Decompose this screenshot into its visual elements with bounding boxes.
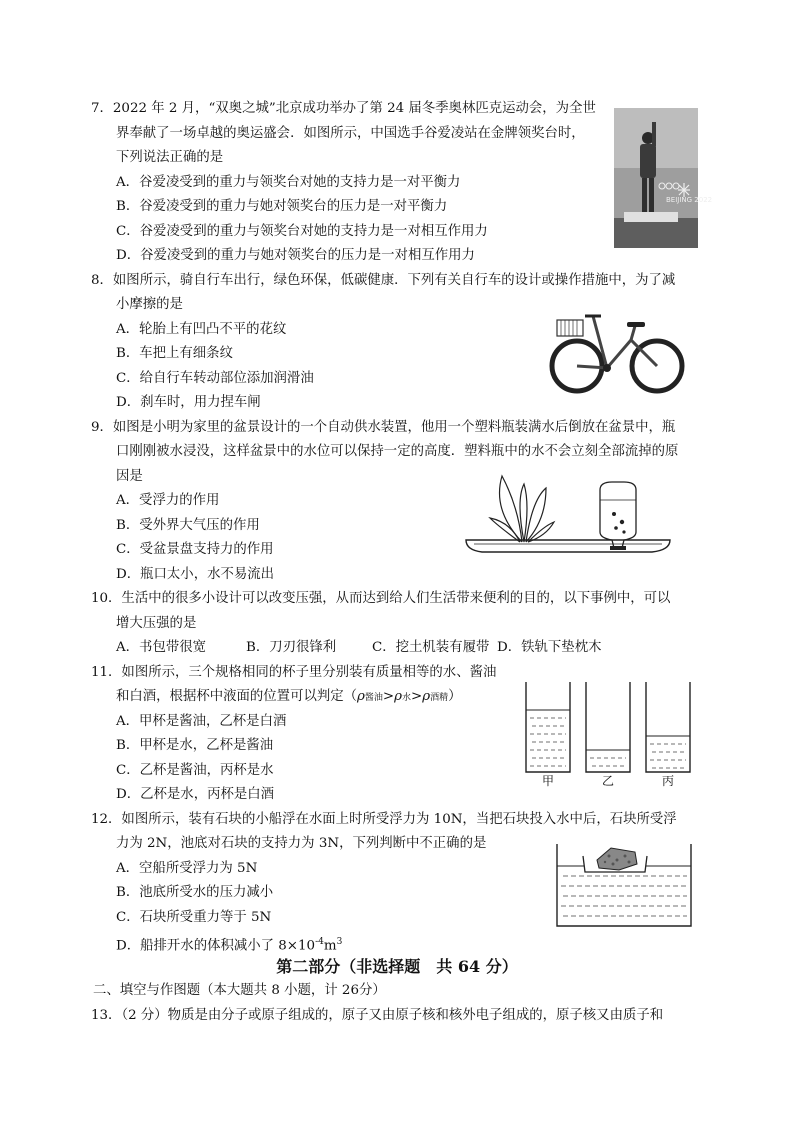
podium-photo: [614, 108, 713, 248]
q11-option-b: B．甲杯是水，乙杯是酱油: [116, 738, 274, 753]
q8-option-c: C．给自行车转动部位添加润滑油: [116, 371, 314, 386]
rho-symbol: ρ: [357, 689, 365, 704]
q10-line1: 10．生活中的很多小设计可以改变压强，从而达到给人们生活带来便利的目的，以下事例中，可以: [91, 591, 671, 606]
three-cups-figure: [520, 680, 696, 788]
boat-stone-figure: [553, 842, 695, 930]
q12-option-b: B．池底所受水的压力减小: [116, 885, 274, 900]
q11-line2-main: 和白酒，根据杯中液面的位置可以判定（: [116, 689, 358, 704]
q11-option-c: C．乙杯是酱油，丙杯是水: [116, 763, 274, 778]
rho-sub-water: 水: [402, 693, 412, 703]
q11-option-d: D．乙杯是水，丙杯是白酒: [116, 787, 275, 802]
q13-line1: 13．（2 分）物质是由分子或原子组成的，原子又由原子核和核外电子组成的，原子核又由质子和: [91, 1008, 664, 1023]
cup-label-yi: 乙: [602, 774, 615, 788]
q10-option-d: D．铁轨下垫枕木: [497, 640, 602, 655]
cup-label-jia: 甲: [542, 774, 555, 788]
gt-sign-2: >: [411, 689, 423, 704]
part2-title: 第二部分（非选择题 共 64 分）: [276, 957, 518, 976]
q12-line1: 12．如图所示，装有石块的小船浮在水面上时所受浮力为 10N，当把石块投入水中后，石块所受浮: [91, 812, 677, 827]
q8-line1: 8．如图所示，骑自行车出行，绿色环保，低碳健康．下列有关自行车的设计或操作措施中，为了减: [91, 273, 676, 288]
bonsai-water-device-figure: [462, 470, 674, 564]
q8-option-d: D．刹车时，用力捏车闸: [116, 395, 261, 410]
q12-option-d-unit-exp: 3: [336, 937, 343, 947]
q9-line3: 因是: [116, 469, 143, 484]
cup-label-bing: 丙: [662, 774, 675, 788]
cup-jia: [526, 682, 570, 772]
q12-option-d: [116, 933, 342, 955]
q7-line2: 界奉献了一场卓越的奥运盛会．如图所示，中国选手谷爱凌站在金牌领奖台时，: [116, 126, 585, 141]
q9-option-c: C．受盆景盘支持力的作用: [116, 542, 274, 557]
rho-sub-soy: 酱油: [364, 693, 383, 703]
q12-option-a: A．空船所受浮力为 5N: [116, 861, 258, 876]
q7-option-b: B．谷爱凌受到的重力与她对领奖台的压力是一对平衡力: [116, 199, 448, 214]
section-two-heading: 二、填空与作图题（本大题共 8 小题，计 26分）: [93, 983, 386, 998]
q10-line2: 增大压强的是: [116, 616, 197, 631]
photo-caption: BEIJING 2022: [666, 196, 713, 204]
q11-line2: [116, 688, 462, 707]
snowflake-icon: [678, 183, 690, 197]
q8-option-b: B．车把上有细条纹: [116, 346, 233, 361]
gt-sign-1: >: [382, 689, 395, 704]
q10-option-a: A．书包带很宽: [116, 640, 207, 655]
q12-option-d-main: D．船排开水的体积减小了 8×10: [116, 938, 316, 954]
q7-line3: 下列说法正确的是: [116, 150, 224, 165]
q9-option-d: D．瓶口太小，水不易流出: [116, 567, 275, 582]
q12-line2: 力为 2N，池底对石块的支持力为 3N，下列判断中不正确的是: [116, 836, 487, 851]
cup-bing: [646, 682, 690, 772]
q10-option-c: C．挖土机装有履带: [372, 640, 490, 655]
q12-option-d-exp: -4: [315, 937, 324, 947]
q7-option-a: A．谷爱凌受到的重力与领奖台对她的支持力是一对平衡力: [116, 175, 461, 190]
q9-line1: 9．如图是小明为家里的盆景设计的一个自动供水装置，他用一个塑料瓶装满水后倒放在盆景中，瓶: [91, 420, 676, 435]
rho-sub-alcohol: 酒精: [430, 693, 449, 703]
podium: [624, 212, 678, 222]
bicycle-figure: [545, 296, 689, 398]
close-paren: ）: [448, 689, 462, 704]
q7-line1: 7．2022 年 2 月，“双奥之城”北京成功举办了第 24 届冬季奥林匹克运动会，为全世: [91, 101, 596, 116]
rho-symbol-3: ρ: [422, 689, 431, 704]
q9-option-a: A．受浮力的作用: [116, 493, 220, 508]
q7-option-c: C．谷爱凌受到的重力与领奖台对她的支持力是一对相互作用力: [116, 224, 488, 239]
q9-option-b: B．受外界大气压的作用: [116, 518, 260, 533]
rho-symbol-2: ρ: [394, 689, 403, 704]
q8-option-a: A．轮胎上有凹凸不平的花纹: [116, 322, 287, 337]
q10-option-b: B．刀刃很锋利: [246, 640, 337, 655]
q9-line2: 口刚刚被水浸没，这样盆景中的水位可以保持一定的高度．塑料瓶中的水不会立刻全部流掉的原: [116, 444, 679, 459]
q11-line1: 11．如图所示，三个规格相同的杯子里分别装有质量相等的水、酱油: [91, 665, 497, 680]
q12-option-d-unit: m: [323, 938, 337, 954]
q8-line2: 小摩擦的是: [116, 297, 183, 312]
plant-icon: [490, 476, 554, 542]
q11-option-a: A．甲杯是酱油，乙杯是白酒: [116, 714, 287, 729]
q12-option-c: C．石块所受重力等于 5N: [116, 910, 272, 925]
q7-option-d: D．谷爱凌受到的重力与她对领奖台的压力是一对相互作用力: [116, 248, 475, 263]
cup-yi: [586, 682, 630, 772]
